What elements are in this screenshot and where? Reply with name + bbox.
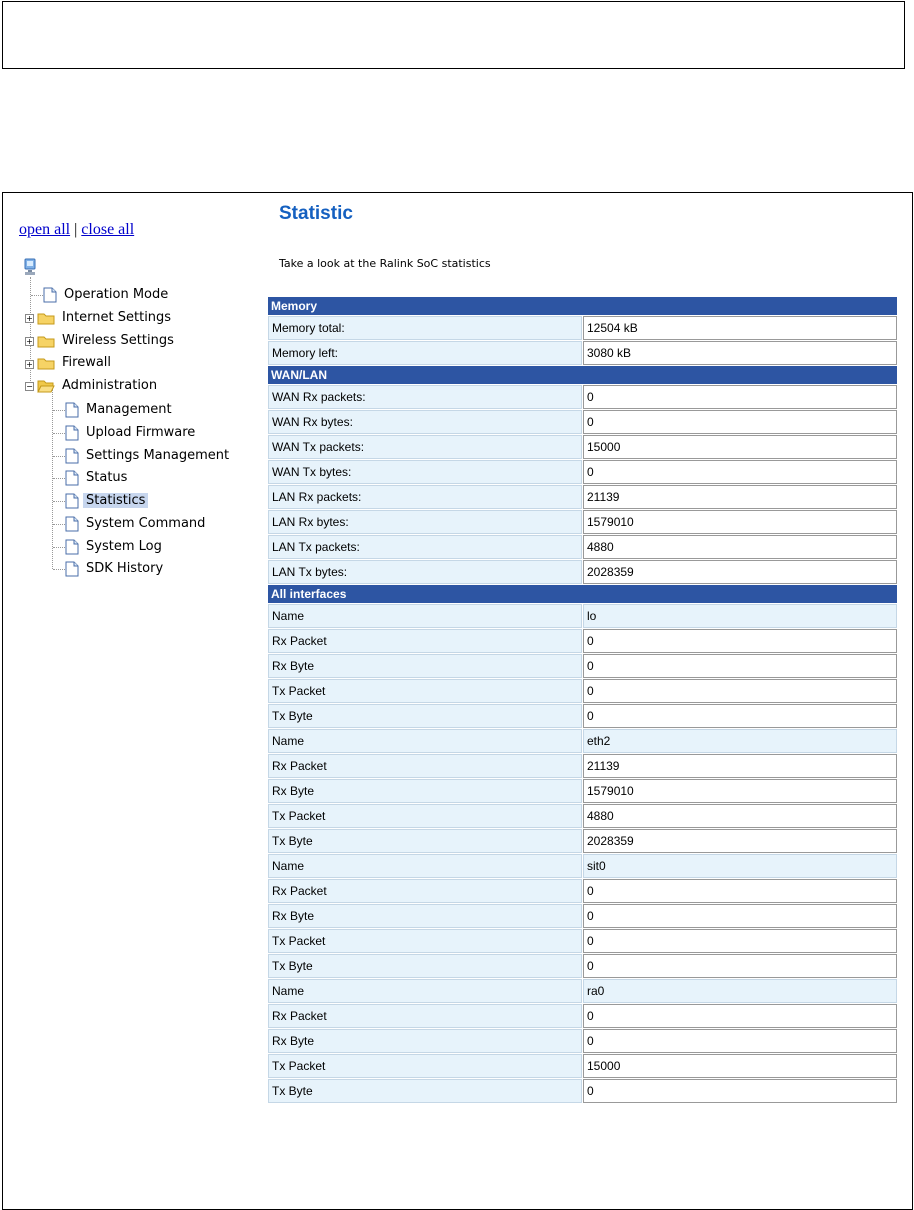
table-row bbox=[268, 341, 897, 365]
computer-icon bbox=[23, 258, 37, 276]
stat-label: Tx Byte bbox=[268, 1079, 582, 1103]
open-all-link[interactable]: open all bbox=[19, 221, 71, 238]
nav-tree bbox=[3, 193, 265, 1209]
stat-label: WAN Rx packets: bbox=[268, 385, 582, 409]
stat-label: LAN Rx packets: bbox=[268, 485, 582, 509]
stat-value: 0 bbox=[583, 629, 897, 653]
stat-value: 0 bbox=[583, 904, 897, 928]
stat-value: 0 bbox=[583, 654, 897, 678]
tree-item-label: Administration bbox=[62, 378, 158, 393]
table-row bbox=[268, 729, 897, 753]
stat-label: Name bbox=[268, 854, 582, 878]
stat-value: 0 bbox=[583, 460, 897, 484]
table-row bbox=[268, 1004, 897, 1028]
statistics-table bbox=[267, 296, 898, 1104]
table-row bbox=[268, 879, 897, 903]
stat-label: Tx Packet bbox=[268, 679, 582, 703]
table-row bbox=[268, 435, 897, 459]
document-icon bbox=[65, 448, 79, 464]
folder-icon bbox=[37, 334, 55, 348]
table-row bbox=[268, 385, 897, 409]
tree-item-administration[interactable] bbox=[37, 377, 160, 395]
table-row bbox=[268, 654, 897, 678]
table-row bbox=[268, 679, 897, 703]
section-header-row bbox=[268, 297, 897, 315]
section-header-row bbox=[268, 366, 897, 384]
tree-item-label: Status bbox=[86, 470, 128, 485]
folder-icon bbox=[37, 356, 55, 370]
page-description: Take a look at the Ralink SoC statistics bbox=[279, 257, 491, 270]
stat-label: LAN Tx bytes: bbox=[268, 560, 582, 584]
table-row bbox=[268, 979, 897, 1003]
table-row bbox=[268, 1054, 897, 1078]
tree-item-label: System Log bbox=[86, 539, 162, 554]
stat-label: Tx Byte bbox=[268, 829, 582, 853]
table-row bbox=[268, 560, 897, 584]
stat-value: 3080 kB bbox=[583, 341, 897, 365]
tree-toggle bbox=[19, 221, 134, 239]
stat-value: 15000 bbox=[583, 1054, 897, 1078]
table-row bbox=[268, 1079, 897, 1103]
stat-label: Tx Packet bbox=[268, 1054, 582, 1078]
stat-label: Name bbox=[268, 604, 582, 628]
table-row bbox=[268, 1029, 897, 1053]
open-folder-icon bbox=[37, 379, 55, 393]
table-row bbox=[268, 954, 897, 978]
tree-item-statistics[interactable] bbox=[65, 492, 148, 510]
table-row bbox=[268, 460, 897, 484]
tree-item-wireless-settings[interactable] bbox=[37, 332, 177, 350]
stat-label: Memory left: bbox=[268, 341, 582, 365]
stat-value: 1579010 bbox=[583, 779, 897, 803]
tree-item-firewall[interactable] bbox=[37, 354, 114, 372]
stat-label: Tx Packet bbox=[268, 929, 582, 953]
stat-value: 0 bbox=[583, 385, 897, 409]
table-row bbox=[268, 904, 897, 928]
table-row bbox=[268, 316, 897, 340]
table-row bbox=[268, 754, 897, 778]
tree-item-label: System Command bbox=[86, 516, 206, 531]
tree-item-label: Statistics bbox=[83, 493, 148, 508]
stat-label: LAN Rx bytes: bbox=[268, 510, 582, 534]
table-row bbox=[268, 510, 897, 534]
interface-name: ra0 bbox=[583, 979, 897, 1003]
close-all-link[interactable]: close all bbox=[81, 221, 135, 238]
tree-item-label: Settings Management bbox=[86, 448, 230, 463]
table-row bbox=[268, 804, 897, 828]
stat-value: 0 bbox=[583, 929, 897, 953]
expand-firewall[interactable]: + bbox=[26, 360, 33, 369]
stat-label: Tx Byte bbox=[268, 954, 582, 978]
stat-value: 4880 bbox=[583, 804, 897, 828]
stat-value: 21139 bbox=[583, 754, 897, 778]
tree-item-label: SDK History bbox=[86, 561, 164, 576]
tree-item-internet-settings[interactable] bbox=[37, 309, 174, 327]
tree-item-sdk-history[interactable] bbox=[65, 560, 166, 578]
stat-value: 2028359 bbox=[583, 829, 897, 853]
table-row bbox=[268, 779, 897, 803]
document-icon bbox=[65, 470, 79, 486]
stat-value: 0 bbox=[583, 1004, 897, 1028]
tree-item-upload-firmware[interactable] bbox=[65, 424, 198, 442]
stat-label: WAN Tx packets: bbox=[268, 435, 582, 459]
document-icon bbox=[65, 516, 79, 532]
stat-label: Rx Packet bbox=[268, 754, 582, 778]
stat-value: 2028359 bbox=[583, 560, 897, 584]
stat-value: 0 bbox=[583, 1079, 897, 1103]
top-blank-box bbox=[2, 1, 905, 69]
stat-label: Name bbox=[268, 729, 582, 753]
tree-item-system-log[interactable] bbox=[65, 538, 165, 556]
interface-name: sit0 bbox=[583, 854, 897, 878]
stat-label: LAN Tx packets: bbox=[268, 535, 582, 559]
table-row bbox=[268, 535, 897, 559]
stat-value: 12504 kB bbox=[583, 316, 897, 340]
section-header-wanlan: WAN/LAN bbox=[268, 366, 897, 384]
document-icon bbox=[43, 287, 57, 303]
table-row bbox=[268, 410, 897, 434]
tree-item-operation-mode[interactable] bbox=[43, 286, 171, 304]
tree-item-label: Internet Settings bbox=[62, 310, 172, 325]
stat-label: Tx Byte bbox=[268, 704, 582, 728]
collapse-administration[interactable]: − bbox=[26, 382, 33, 391]
tree-item-system-command[interactable] bbox=[65, 515, 208, 533]
stat-label: WAN Rx bytes: bbox=[268, 410, 582, 434]
stat-value: 0 bbox=[583, 1029, 897, 1053]
tree-item-settings-management[interactable] bbox=[65, 447, 232, 465]
tree-item-management[interactable] bbox=[65, 401, 175, 419]
stat-value: 21139 bbox=[583, 485, 897, 509]
tree-item-label: Operation Mode bbox=[64, 287, 169, 302]
table-row bbox=[268, 704, 897, 728]
stat-value: 15000 bbox=[583, 435, 897, 459]
folder-icon bbox=[37, 311, 55, 325]
tree-item-label: Firewall bbox=[62, 355, 112, 370]
interface-name: lo bbox=[583, 604, 897, 628]
section-header-row bbox=[268, 585, 897, 603]
stat-value: 0 bbox=[583, 410, 897, 434]
document-icon bbox=[65, 425, 79, 441]
stat-value: 0 bbox=[583, 704, 897, 728]
stat-label: Rx Packet bbox=[268, 629, 582, 653]
stat-label: Rx Byte bbox=[268, 779, 582, 803]
toggle-separator: | bbox=[74, 221, 78, 238]
document-icon bbox=[65, 402, 79, 418]
stat-label: Rx Packet bbox=[268, 1004, 582, 1028]
expand-wireless-settings[interactable]: + bbox=[26, 337, 33, 346]
tree-item-label: Wireless Settings bbox=[62, 333, 174, 348]
stat-value: 0 bbox=[583, 954, 897, 978]
stat-label: Rx Byte bbox=[268, 654, 582, 678]
document-icon bbox=[65, 561, 79, 577]
tree-item-status[interactable] bbox=[65, 469, 130, 487]
section-header-memory: Memory bbox=[268, 297, 897, 315]
interface-name: eth2 bbox=[583, 729, 897, 753]
document-icon bbox=[65, 493, 79, 509]
table-row bbox=[268, 829, 897, 853]
stat-label: Memory total: bbox=[268, 316, 582, 340]
document-icon bbox=[65, 539, 79, 555]
stat-label: Tx Packet bbox=[268, 804, 582, 828]
stat-label: Rx Byte bbox=[268, 904, 582, 928]
stat-value: 0 bbox=[583, 879, 897, 903]
router-admin-frame bbox=[2, 192, 913, 1210]
table-row bbox=[268, 929, 897, 953]
table-row bbox=[268, 485, 897, 509]
tree-item-label: Management bbox=[86, 402, 172, 417]
stat-label: Rx Packet bbox=[268, 879, 582, 903]
stat-value: 4880 bbox=[583, 535, 897, 559]
stat-value: 1579010 bbox=[583, 510, 897, 534]
stat-label: Rx Byte bbox=[268, 1029, 582, 1053]
table-row bbox=[268, 604, 897, 628]
page-title: Statistic bbox=[279, 203, 353, 224]
stat-label: Name bbox=[268, 979, 582, 1003]
stat-label: WAN Tx bytes: bbox=[268, 460, 582, 484]
stat-value: 0 bbox=[583, 679, 897, 703]
expand-internet-settings[interactable]: + bbox=[26, 314, 33, 323]
section-header-interfaces: All interfaces bbox=[268, 585, 897, 603]
table-row bbox=[268, 629, 897, 653]
table-row bbox=[268, 854, 897, 878]
tree-item-label: Upload Firmware bbox=[86, 425, 196, 440]
